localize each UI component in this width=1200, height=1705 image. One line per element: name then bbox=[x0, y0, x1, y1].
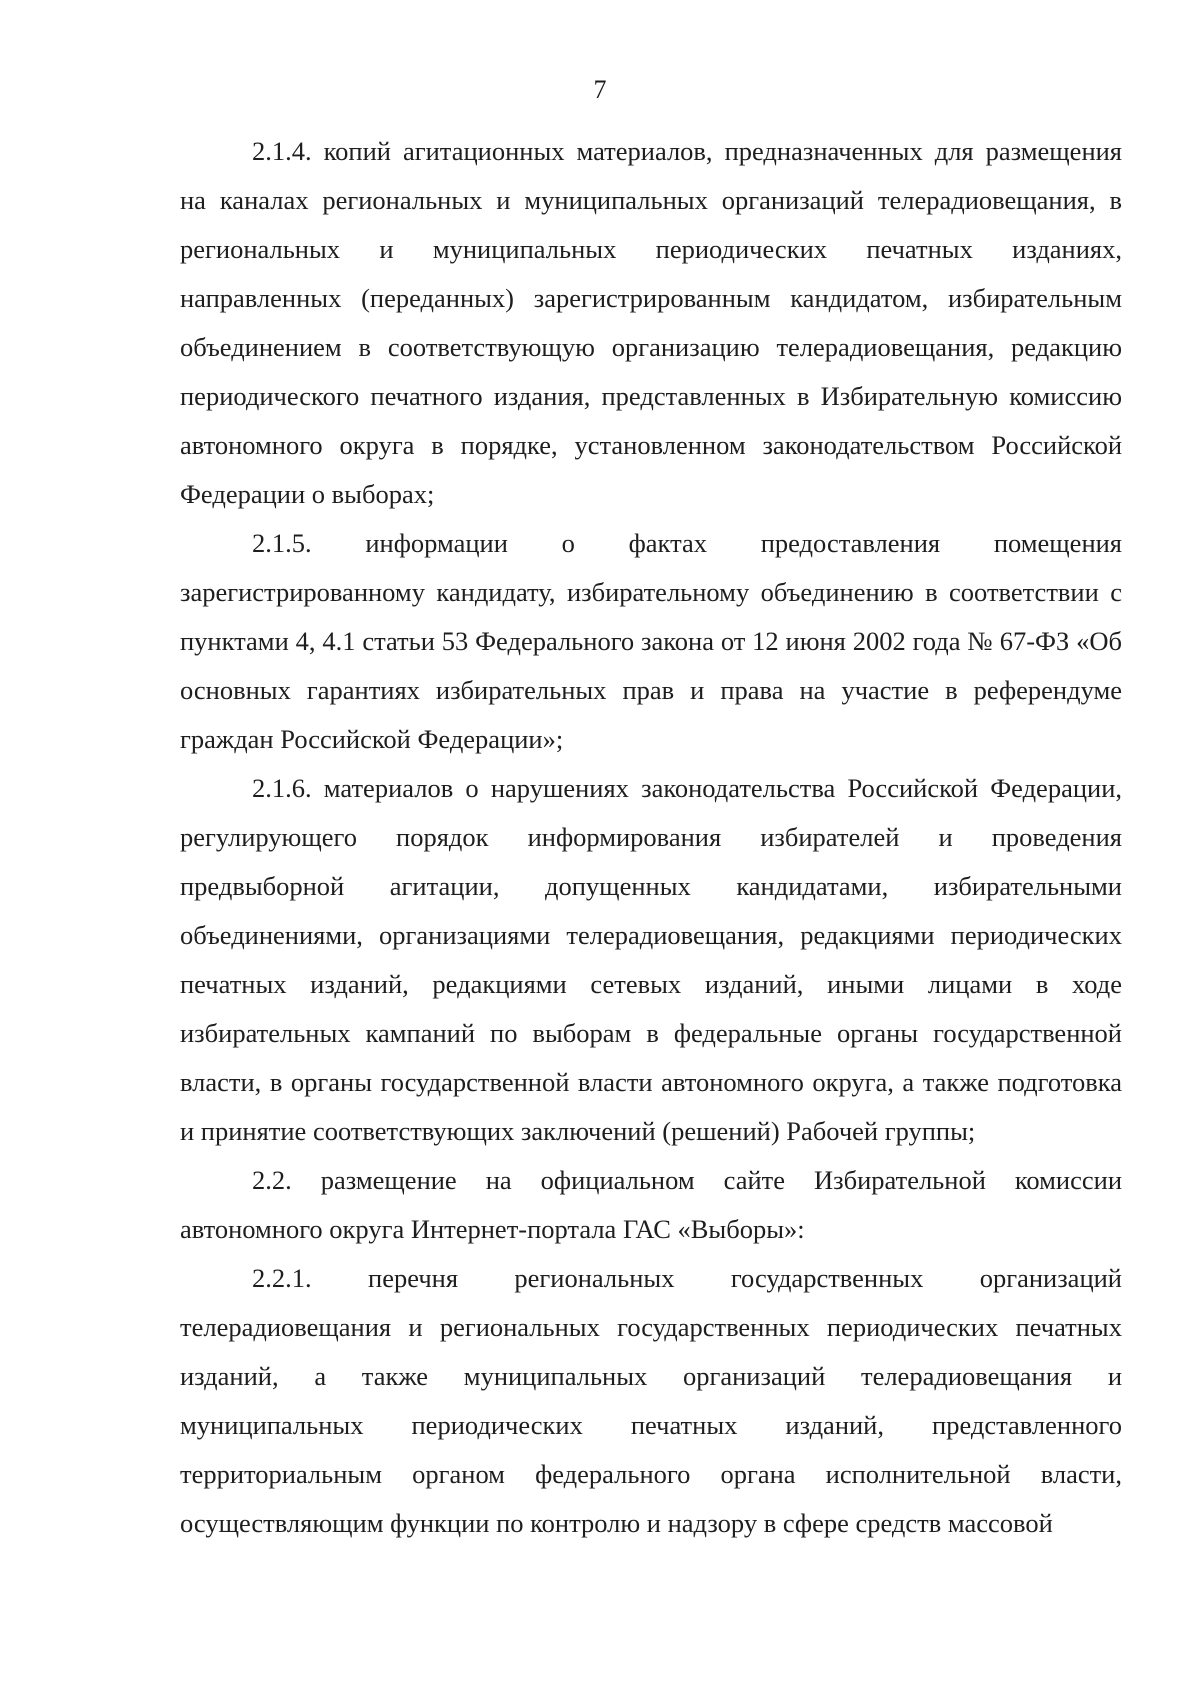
paragraph-2-1-5: 2.1.5. информации о фактах предоставления помещения зарегистрированному кандидату, избирательному объединению в соответствии с пунктами 4, 4.1 статьи 53 Федерального закона от 12 июня 2002 года № 67-ФЗ «Об основных гарантиях избирательных прав и права на участие в референдуме граждан Российской Федерации»; bbox=[180, 528, 1122, 754]
paragraph-2-1-4: 2.1.4. копий агитационных материалов, предназначенных для размещения на каналах региональных и муниципальных организаций телерадиовещания, в региональных и муниципальных периодических печатных изданиях, направленных (переданных) зарегистрированным кандидатом, избирательным объединением в соответствующую организацию телерадиовещания, редакцию периодического печатного издания, представленных в Избирательную комиссию автономного округа в порядке, установленном законодательством Российской Федерации о выборах; bbox=[180, 136, 1122, 509]
paragraph-2-1-6: 2.1.6. материалов о нарушениях законодательства Российской Федерации, регулирующего порядок информирования избирателей и проведения предвыборной агитации, допущенных кандидатами, избирательными объединениями, организациями телерадиовещания, редакциями периодических печатных изданий, редакциями сетевых изданий, иными лицами в ходе избирательных кампаний по выборам в федеральные органы государственной власти, в органы государственной власти автономного округа, а также подготовка и принятие соответствующих заключений (решений) Рабочей группы; bbox=[180, 773, 1122, 1146]
paragraph-2-2: 2.2. размещение на официальном сайте Избирательной комиссии автономного округа Интернет-портала ГАС «Выборы»: bbox=[180, 1165, 1122, 1244]
document-body bbox=[180, 127, 1122, 1548]
paragraph-2-2-1: 2.2.1. перечня региональных государственных организаций телерадиовещания и региональных государственных периодических печатных изданий, а также муниципальных организаций телерадиовещания и муниципальных периодических печатных изданий, представленного территориальным органом федерального органа исполнительной власти, осуществляющим функции по контролю и надзору в сфере средств массовой bbox=[180, 1263, 1122, 1538]
page-number: 7 bbox=[593, 75, 607, 104]
